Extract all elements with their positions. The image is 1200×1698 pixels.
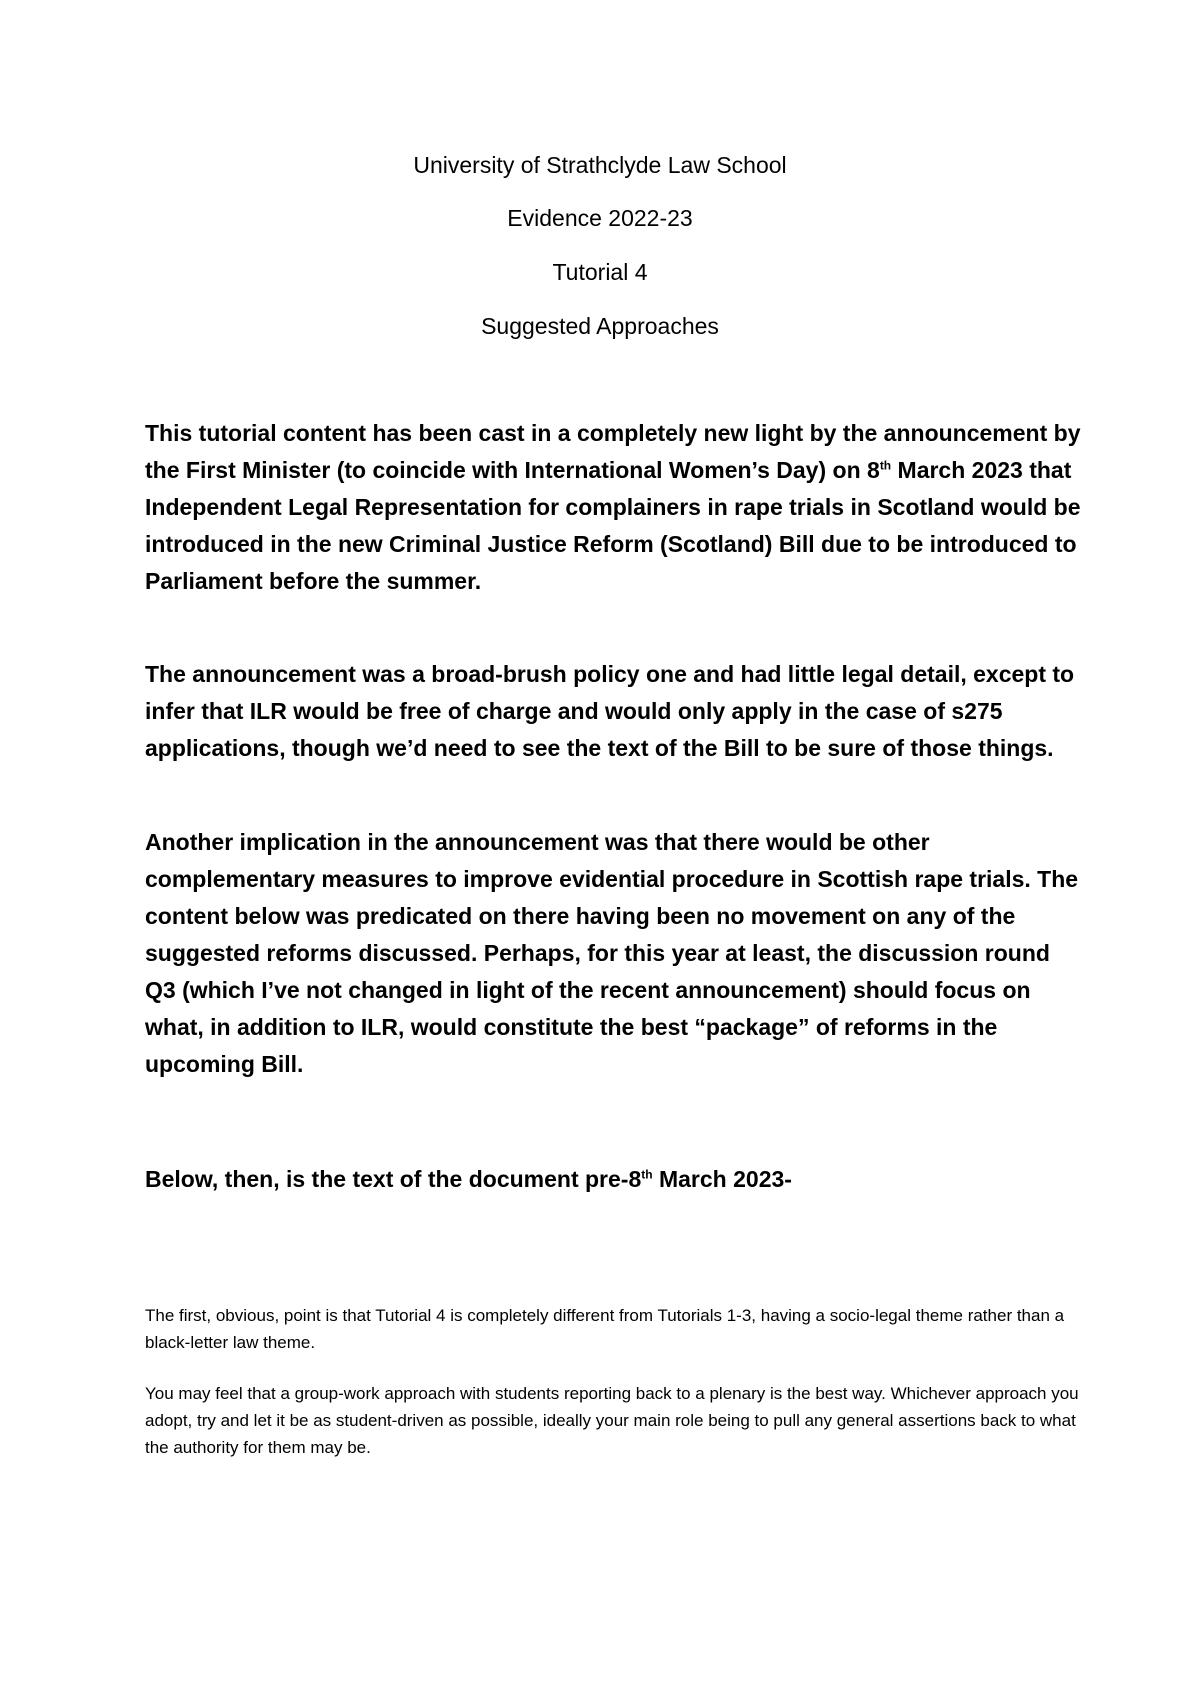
tutorial-title: Tutorial 4: [552, 259, 648, 285]
transition-line-text-b: March 2023-: [652, 1166, 792, 1192]
institution-title: University of Strathclyde Law School: [413, 152, 787, 178]
course-title: Evidence 2022-23: [507, 205, 693, 231]
transition-line-text-a: Below, then, is the text of the document pre-8: [145, 1166, 642, 1192]
intro-paragraph-1: [145, 415, 1085, 600]
intro-paragraph-1-superscript: th: [879, 458, 892, 473]
body-paragraph-1: The first, obvious, point is that Tutorial 4 is completely different from Tutorials 1-3, having a socio-legal theme rather than a black-letter law theme.: [145, 1306, 1065, 1352]
intro-paragraph-1-text-b: March 2023 that Independent Legal Representation for complainers in rape trials in Scotland would be introduced in the new Criminal Justice Reform (Scotland) Bill due to be introduced to Parliament before the summer.: [145, 457, 1081, 594]
intro-paragraph-3: Another implication in the announcement was that there would be other complementary measures to improve evidential procedure in Scottish rape trials. The content below was predicated on there having been no movement on any of the suggested reforms discussed. Perhaps, for this year at least, the discussion round Q3 (which I’ve not changed in light of the recent announcement) should focus on what, in addition to ILR, would constitute the best “package” of reforms in the upcoming Bill.: [145, 829, 1079, 1077]
document-subtitle: Suggested Approaches: [481, 313, 719, 339]
intro-paragraph-1-text-a: This tutorial content has been cast in a completely new light by the announcement by the First Minister (to coincide with International Women’s Day) on 8: [145, 420, 1081, 483]
transition-line: [145, 1161, 1085, 1198]
body-paragraph-2: You may feel that a group-work approach with students reporting back to a plenary is the best way. Whichever approach you adopt, try and let it be as student-driven as possible, ideally your main role being to pull any general assertions back to what the authority for them may be.: [145, 1384, 1079, 1457]
transition-line-superscript: th: [641, 1167, 653, 1182]
intro-paragraph-2: The announcement was a broad-brush policy one and had little legal detail, except to infer that ILR would be free of charge and would only apply in the case of s275 applications, though we’d need to see the text of the Bill to be sure of those things.: [145, 661, 1075, 761]
